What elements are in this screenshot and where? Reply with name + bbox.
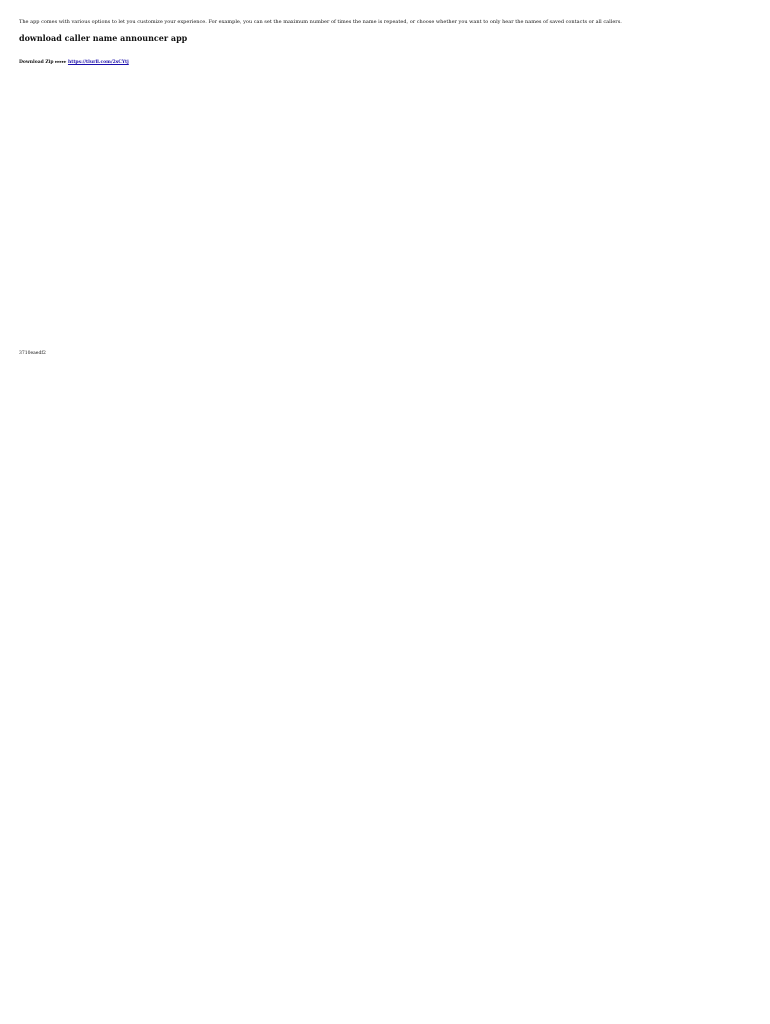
intro-paragraph: The app comes with various options to let you customize your experience. For example, you can set the maximum number of times the name is repeated, or choose whether you want to only hear the names of saved contacts or all callers. (19, 19, 622, 25)
body-text-region (19, 66, 750, 350)
document-page (19, 19, 750, 357)
download-label: Download Zip ▸▸▸▸▸ (19, 60, 67, 65)
footer-hash: 3710eaedf2 (19, 351, 46, 356)
page-title: download caller name announcer app (19, 33, 188, 43)
download-link[interactable]: https://tlurll.com/2sCYtj (67, 60, 129, 65)
download-line (19, 59, 750, 66)
